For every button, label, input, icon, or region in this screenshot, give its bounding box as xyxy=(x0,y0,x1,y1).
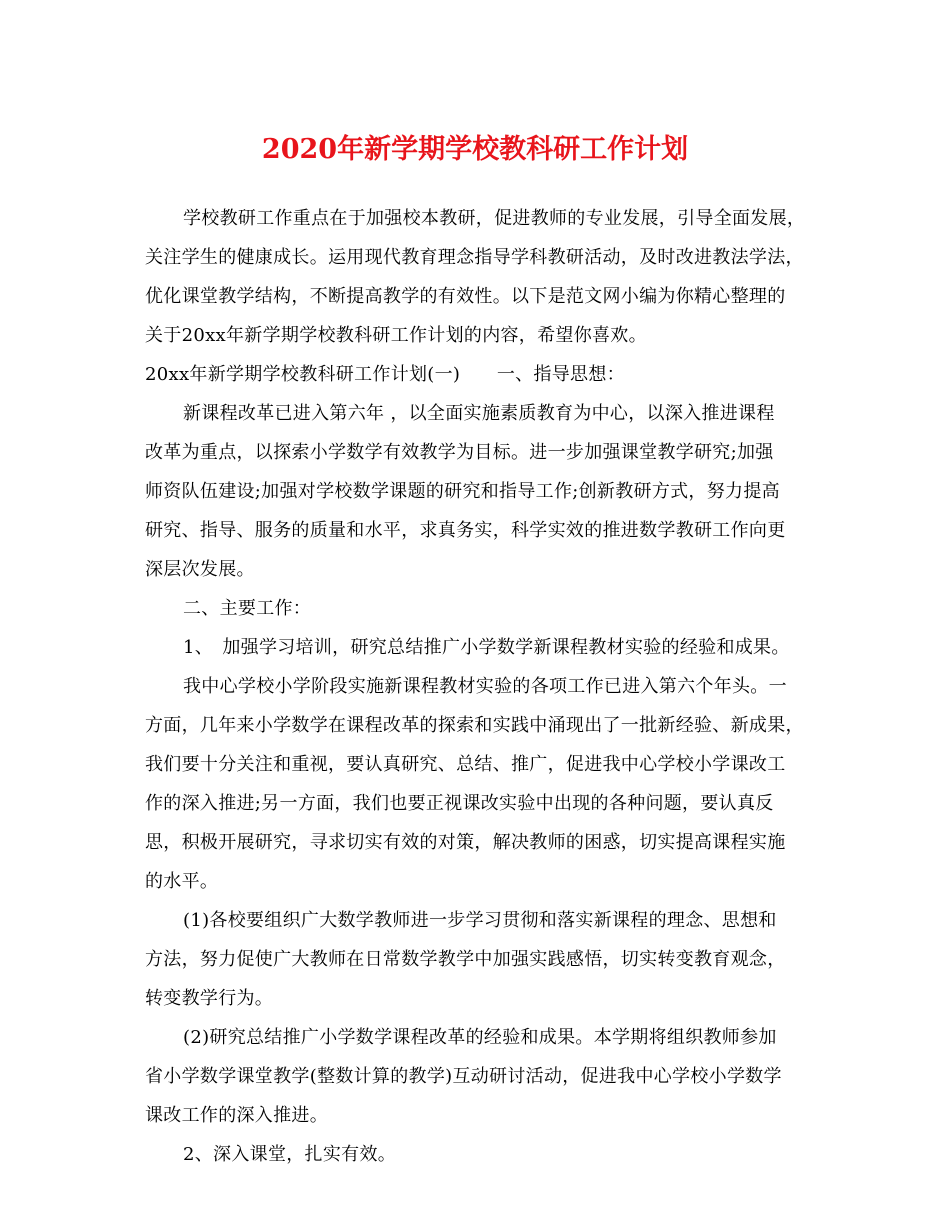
body-line: (2)研究总结推广小学数学课程改革的经验和成果。本学期将组织教师参加 xyxy=(183,1027,777,1048)
body-line: (1)各校要组织广大数学教师进一步学习贯彻和落实新课程的理念、思想和 xyxy=(183,910,777,931)
body-line: 思，积极开展研究，寻求切实有效的对策，解决教师的困惑，切实提高课程实施 xyxy=(145,832,786,853)
body-line: 关于20xx年新学期学校教科研工作计划的内容，希望你喜欢。 xyxy=(145,325,647,346)
body-line: 优化课堂教学结构，不断提高教学的有效性。以下是范文网小编为你精心整理的 xyxy=(145,286,786,307)
body-line: 方面，几年来小学数学在课程改革的探索和实践中涌现出了一批新经验、新成果， xyxy=(145,715,804,736)
section-line: 20xx年新学期学校教科研工作计划(一) 一、指导思想： xyxy=(145,364,625,385)
item-heading: 1、 加强学习培训，研究总结推广小学数学新课程教材实验的经验和成果。 xyxy=(183,637,790,658)
body-line: 学校教研工作重点在于加强校本教研，促进教师的专业发展，引导全面发展， xyxy=(183,208,806,229)
body-line: 的水平。 xyxy=(145,871,219,892)
body-line: 师资队伍建设;加强对学校数学课题的研究和指导工作;创新教研方式，努力提高 xyxy=(145,481,780,502)
body-line: 我中心学校小学阶段实施新课程教材实验的各项工作已进入第六个年头。一 xyxy=(183,676,787,697)
body-line: 新课程改革已进入第六年 ，以全面实施素质教育为中心，以深入推进课程 xyxy=(183,403,775,424)
body-line: 方法，努力促使广大教师在日常数学教学中加强实践感悟，切实转变教育观念， xyxy=(145,949,786,970)
body-line: 改革为重点，以探索小学数学有效教学为目标。进一步加强课堂教学研究;加强 xyxy=(145,442,774,463)
body-line: 关注学生的健康成长。运用现代教育理念指导学科教研活动，及时改进教法学法， xyxy=(145,247,804,268)
body-line: 转变教学行为。 xyxy=(145,988,274,1009)
body-line: 深层次发展。 xyxy=(145,559,255,580)
document-title: 2020年新学期学校教科研工作计划 xyxy=(261,134,689,165)
item-heading: 2、深入课堂，扎实有效。 xyxy=(183,1144,397,1165)
body-line: 我们要十分关注和重视，要认真研究、总结、推广，促进我中心学校小学课改工 xyxy=(145,754,786,775)
body-line: 课改工作的深入推进。 xyxy=(145,1105,328,1126)
body-line: 省小学数学课堂教学(整数计算的教学)互动研讨活动，促进我中心学校小学数学 xyxy=(145,1066,782,1087)
section-heading: 二、主要工作： xyxy=(183,598,312,619)
body-line: 作的深入推进;另一方面，我们也要正视课改实验中出现的各种问题，要认真反 xyxy=(145,793,774,814)
body-line: 研究、指导、服务的质量和水平，求真务实，科学实效的推进数学教研工作向更 xyxy=(145,520,786,541)
